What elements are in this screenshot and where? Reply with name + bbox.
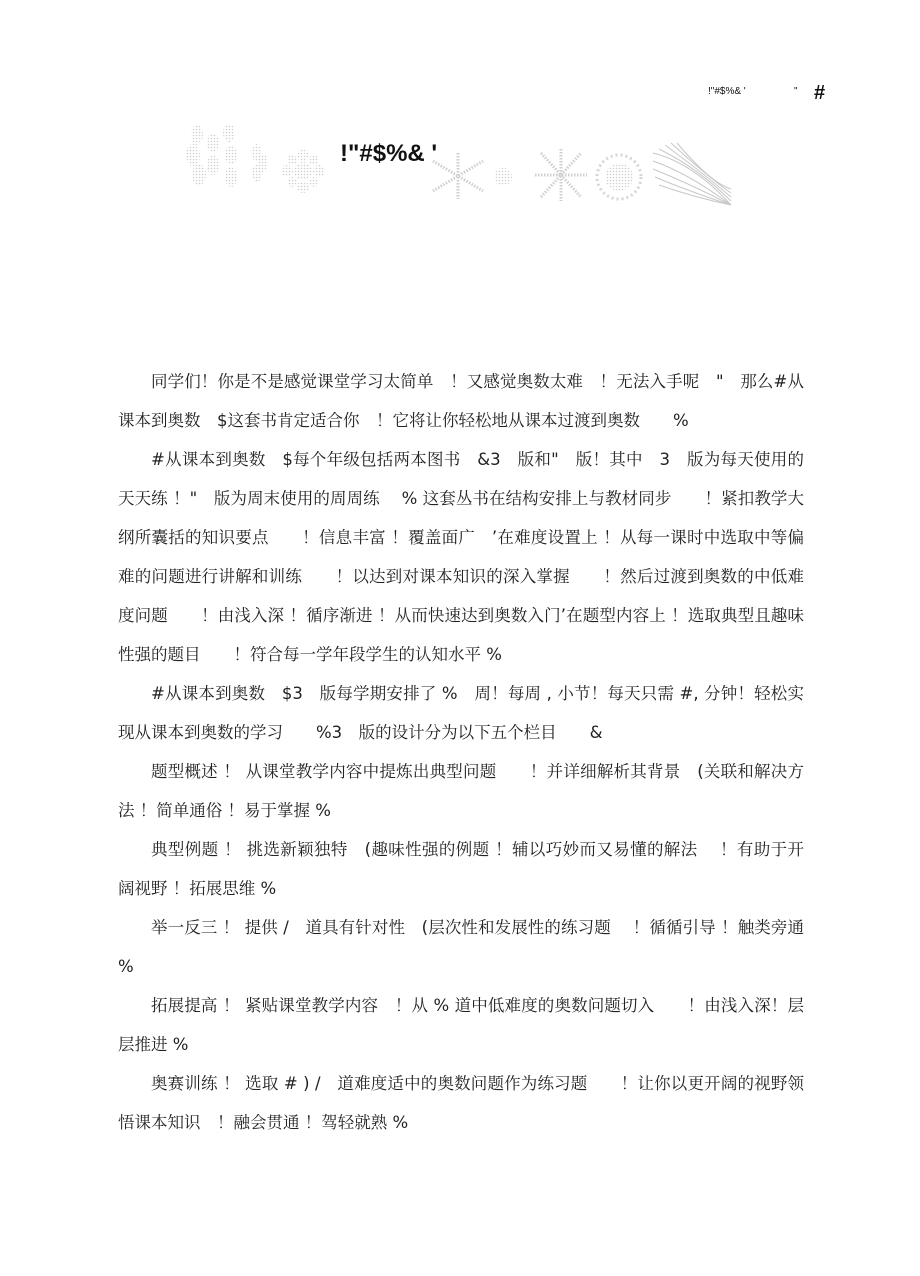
sun-icon (494, 155, 641, 199)
paragraph: #从课本到奥数 $每个年级包括两本图书 &3 版和" 版！其中 3 版为每天使用的天天练 ！" 版为周末使用的周周练 % 这套丛书在结构安排上与教材同步 ！紧扣教学大纲所囊括的知识要点 ！信息丰富 ！覆盖面广 ’在难度设置上 ！从每一课时中选取中等偏难的问题进行讲解和训练 ！以达到对课本知识的深入掌握 ！然后过渡到奥数的中低难度问题 ！由浅入深 ！循序渐进 ！从而快速达到奥数入门’在题型内容上 ！选取典型且趣味性强的题目 ！符合每一学年段学生的认知水平 % (118, 450, 804, 664)
paragraph: 同学们！你是不是感觉课堂学习太简单 ！又感觉奥数太难 ！无法入手呢 " 那么#从课本到奥数 $这套书肯定适合你 ！它将让你轻松地从课本过渡到奥数 % (118, 372, 804, 430)
running-header (708, 82, 826, 104)
paragraph: 典型例题 ！ 挑选新颖独特 (趣味性强的例题 ！辅以巧妙而又易懂的解法 ！有助于开阔视野 ！拓展思维 % (118, 840, 804, 898)
paragraph: 举一反三 ！ 提供 / 道具有针对性 (层次性和发展性的练习题 ！循循引导 ！触类旁通 % (118, 918, 804, 976)
page-mark: # (814, 82, 826, 104)
leaf-icon (186, 124, 268, 187)
preface-body (118, 362, 804, 1142)
paragraph: #从课本到奥数 $3 版每学期安排了 % 周！每周 , 小节！每天只需 #, 分钟！轻松实现从课本到奥数的学习 %3 版的设计分为以下五个栏目 & (118, 684, 804, 742)
fan-icon (653, 143, 731, 205)
decorative-banner (183, 113, 735, 209)
running-title: !"#$%& ' (708, 86, 746, 97)
running-mark: " (794, 86, 798, 97)
paragraph: 题型概述 ！ 从课堂教学内容中提炼出典型问题 ！并详细解析其背景 (关联和解决方法 ！简单通俗 ！易于掌握 % (118, 762, 804, 820)
flower-icon (281, 149, 325, 193)
paragraph: 奥赛训练 ！ 选取 # ) / 道难度适中的奥数问题作为练习题 ！让你以更开阔的视野领悟课本知识 ！融会贯通 ！驾轻就熟 % (118, 1074, 804, 1132)
paragraph: 拓展提高 ！ 紧贴课堂教学内容 ！从 % 道中低难度的奥数问题切入 ！由浅入深！层层推进 % (118, 996, 804, 1054)
banner-title: !"#$%& ' (340, 140, 438, 167)
